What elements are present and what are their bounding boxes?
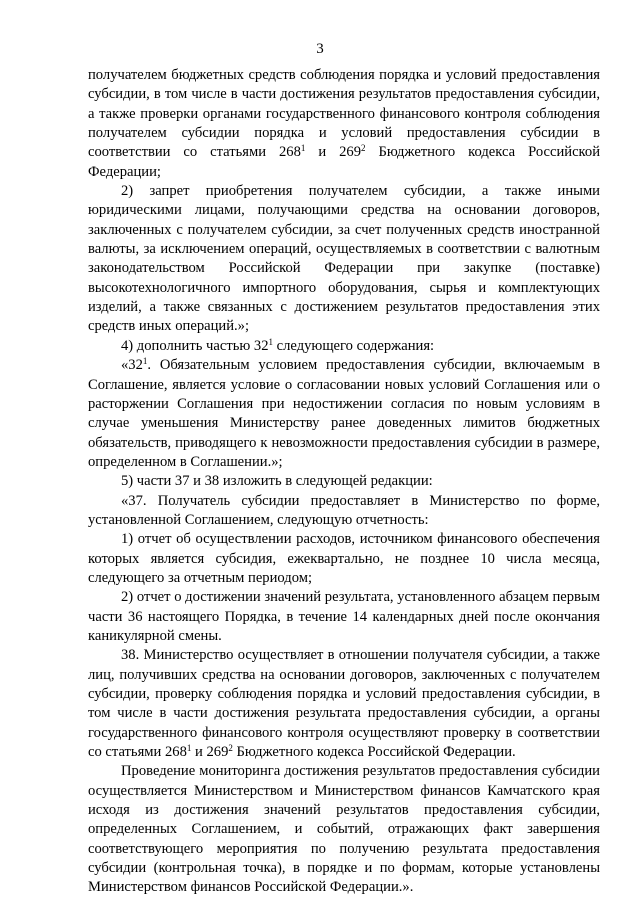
superscript: 1 — [300, 143, 306, 154]
superscript: 1 — [186, 743, 192, 754]
paragraph-part-37: «37. Получатель субсидии предоставляет в Министерство по форме, установленной Соглашением, следующую отчетность: — [88, 492, 600, 528]
paragraph-part-32-1: «$32^1$. Обязательным условием предоставления субсидии, включаемым в Соглашение, является условие о согласовании новых условий Соглашения или о расторжении Соглашения при недостижении согласия по новым условиям в случае уменьшения Министерству ранее доведенных лимитов бюджетных обязательств, приводящего к невозможности предоставления субсидии в размере, определенном в Соглашении.»; — [88, 356, 600, 470]
superscript: 1 — [142, 356, 148, 367]
page-number: 3 — [316, 41, 324, 57]
paragraph-report-1: 1) отчет об осуществлении расходов, источником финансового обеспечения которых является субсидия, ежеквартально, не позднее 10 числа месяца, следующего за отчетным периодом; — [88, 531, 600, 586]
superscript: 1 — [268, 336, 273, 347]
superscript: 2 — [361, 143, 366, 154]
paragraph-item-5: 5) части 37 и 38 изложить в следующей редакции: — [121, 473, 433, 490]
paragraph-item-4: 4) дополнить частью $32^1$ следующего содержания: — [121, 336, 435, 354]
paragraph-continuation: получателем бюджетных средств соблюдения порядка и условий предоставления субсидии, в том числе в части достижения результатов предоставления субсидии, а также проверки органами государственного финансового контроля соблюдения получателем субсидии порядка и условий предоставления субсидии в соответствии со статьями $268^1$ и $269^2$ Бюджетного кодекса Российской Федерации; — [88, 67, 601, 180]
paragraph-item-2: 2) запрет приобретения получателем субсидии, а также иными юридическими лицами, получающими средства на основании договоров, заключенных с получателем субсидии, за счет полученных средств иностранной валюты, за исключением операций, осуществляемых в соответствии с валютным законодательством Российской Федерации при закупке (поставке) высокотехнологичного импортного оборудования, сырья и комплектующих изделий, а также связанных с достижением результатов предоставления этих средств иных операций.»; — [88, 183, 600, 335]
document-body — [88, 66, 600, 898]
superscript: 2 — [228, 743, 233, 754]
paragraph-monitoring: Проведение мониторинга достижения результатов предоставления субсидии осуществляется Министерством и Министерством финансов Камчатского края исходя из достижения значений результатов предоставления субсидии, определенных Соглашением, и событий, отражающих факт завершения соответствующего мероприятия по получению результата предоставления субсидии (контрольная точка), в порядке и по формам, которые установлены Министерством финансов Российской Федерации.». — [88, 763, 600, 896]
paragraph-report-2: 2) отчет о достижении значений результата, установленного абзацем первым части 36 настоящего Порядка, в течение 14 календарных дней после окончания каникулярной смены. — [88, 589, 600, 644]
paragraph-part-38: 38. Министерство осуществляет в отношении получателя субсидии, а также лиц, получивших средства на основании договоров, заключенных с получателем субсидии, проверку соблюдения порядка и условий предоставления субсидии, в том числе в части достижения результата предоставления субсидии, а органы государственного финансового контроля осуществляют проверку в соответствии со статьями $268^1$ и $269^2$ Бюджетного кодекса Российской Федерации. — [88, 647, 600, 761]
